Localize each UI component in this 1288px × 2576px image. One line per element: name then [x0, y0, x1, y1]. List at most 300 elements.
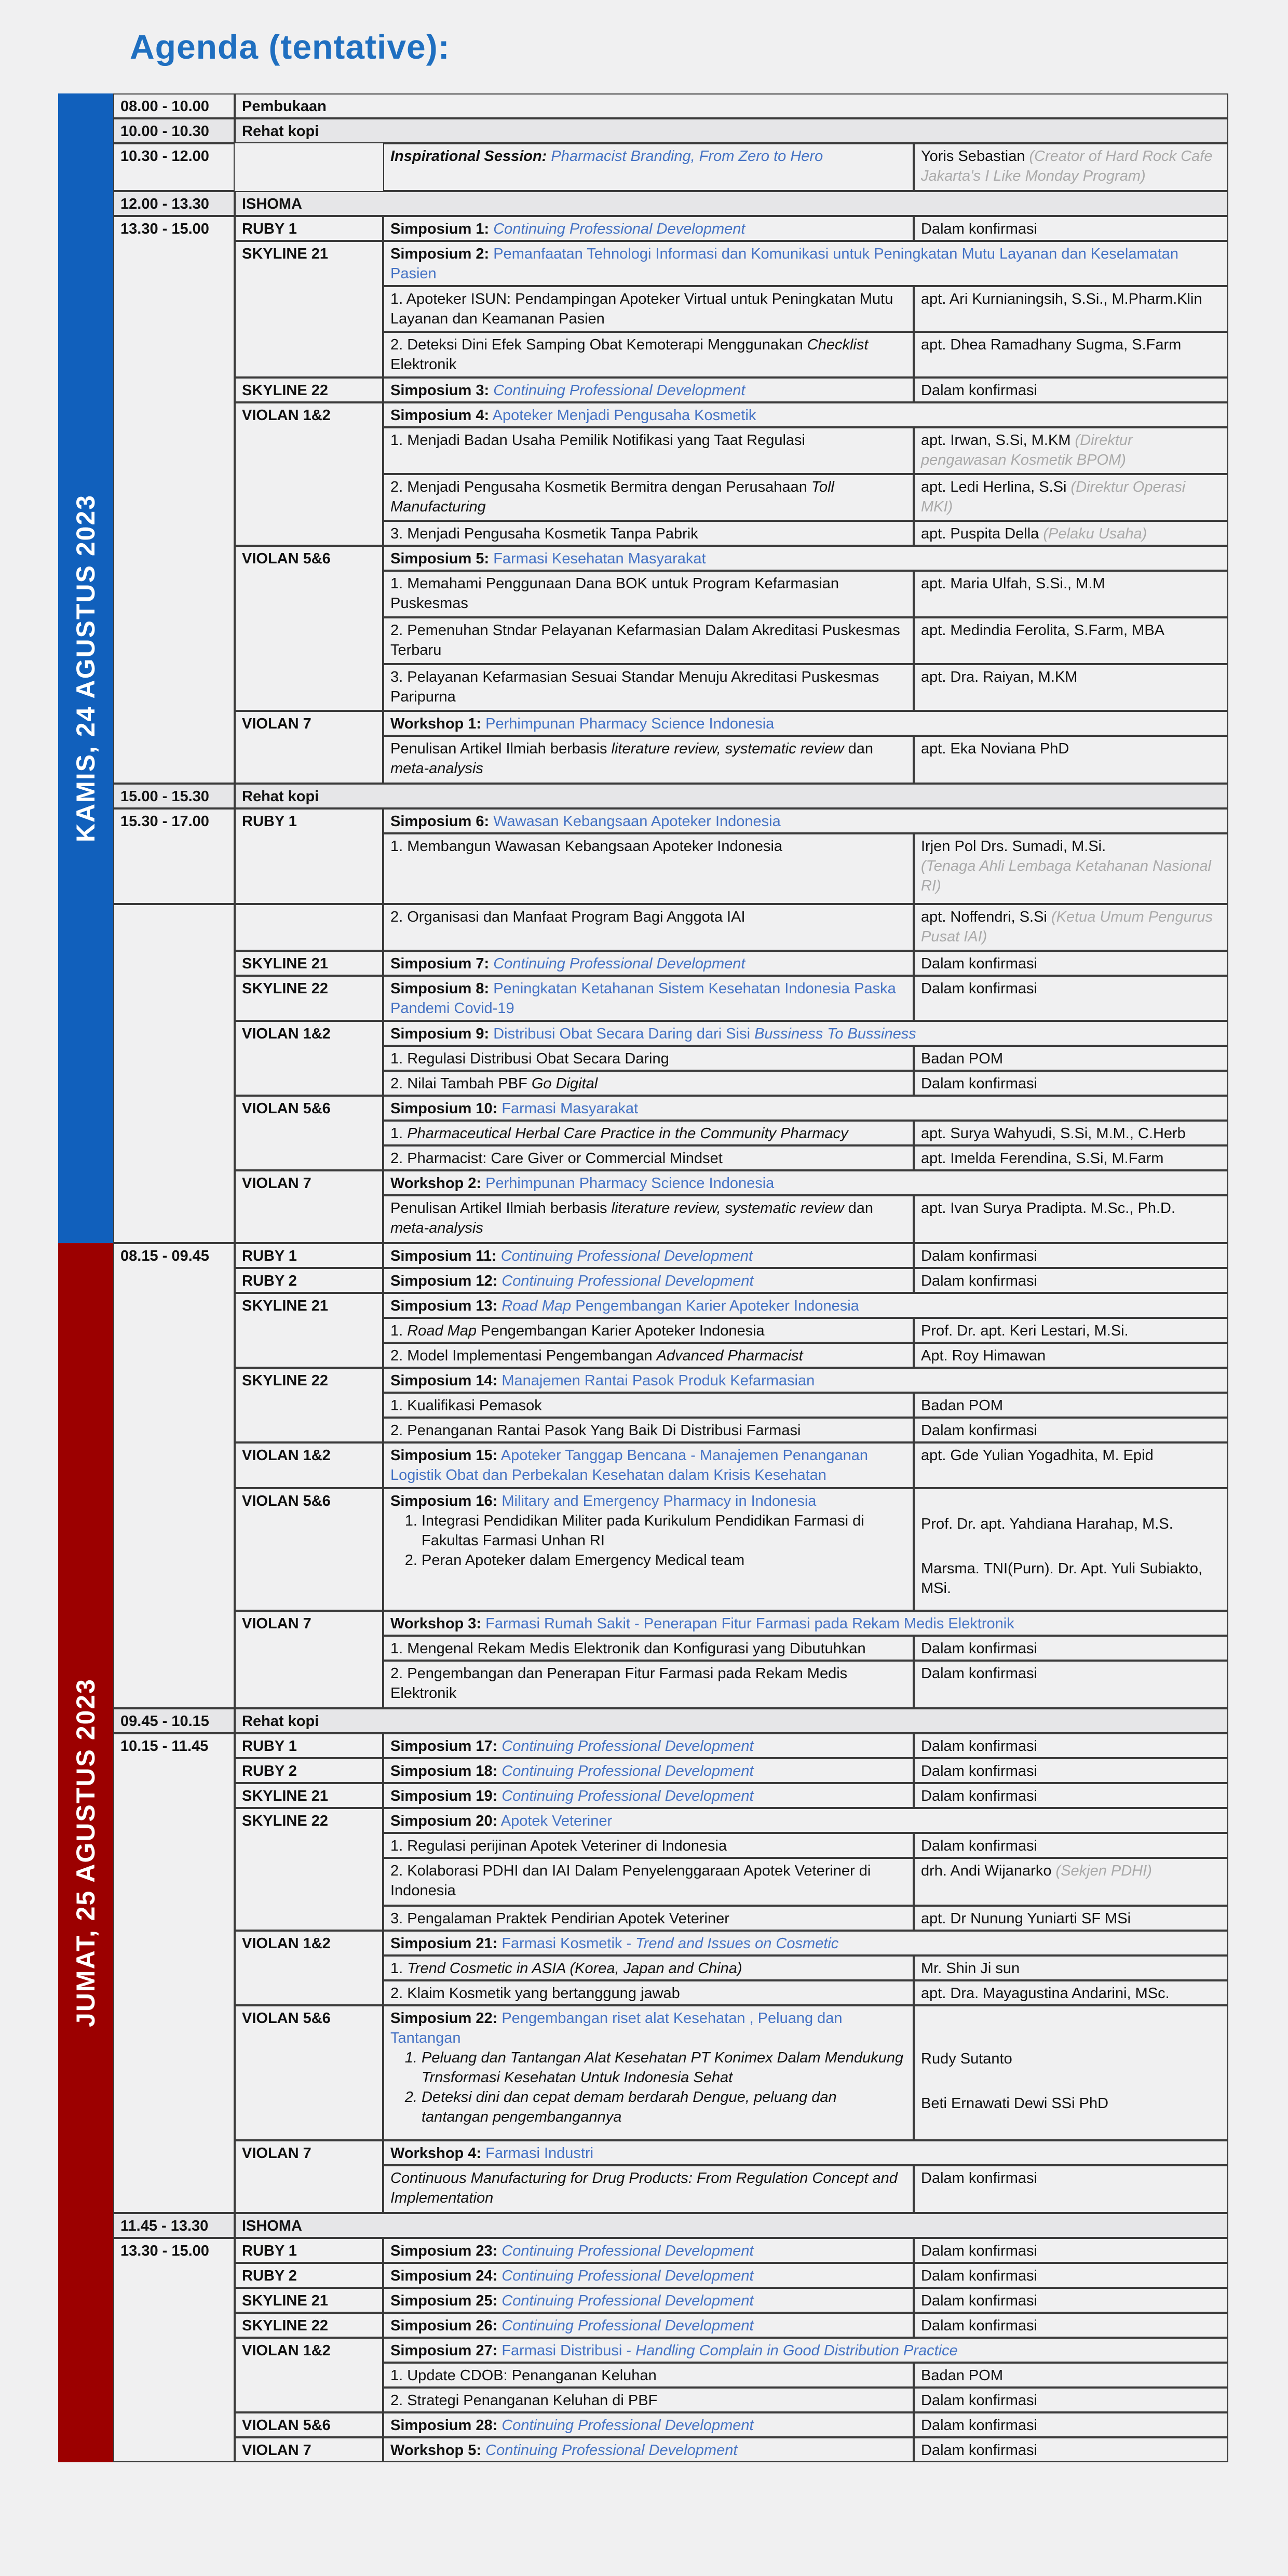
session-prefix: Simposium 20:: [390, 1813, 498, 1829]
time-slot: [113, 1708, 235, 1733]
speaker-note: (Creator of Hard Rock Cafe Jakarta's I Like Monday Program): [921, 148, 1213, 184]
session-title-cell: [383, 711, 1228, 736]
room-cell: [235, 2140, 383, 2213]
session-title-cell: [383, 2288, 914, 2313]
session-header-label: Rehat kopi: [242, 123, 319, 140]
session-title-cell: [383, 143, 914, 191]
speaker-cell: [914, 1661, 1228, 1708]
room-cell: [235, 2338, 383, 2412]
speaker-cell: [914, 833, 1228, 904]
session-title-cell: [383, 1733, 914, 1758]
speaker-cell: [914, 1268, 1228, 1293]
session-title-italic: Bussiness To Bussiness: [754, 1026, 916, 1042]
speaker-name: drh. Andi Wijanarko: [921, 1863, 1052, 1879]
room-label: RUBY 1: [242, 813, 297, 830]
session-header: [235, 118, 1228, 143]
session-item-cell: [383, 521, 914, 546]
session-header-label: Rehat kopi: [242, 1713, 319, 1730]
topic-text-italic: Go Digital: [531, 1075, 598, 1092]
session-item-cell: [383, 1071, 914, 1096]
speaker-cell: [914, 2313, 1228, 2338]
session-prefix: Simposium 27:: [390, 2342, 498, 2359]
topic-text: dan: [844, 1200, 874, 1217]
speaker-name: apt. Gde Yulian Yogadhita, M. Epid: [921, 1447, 1154, 1464]
speaker-cell: [914, 1145, 1228, 1170]
speaker-cell: [914, 216, 1228, 241]
room-cell: [235, 2288, 383, 2313]
session-title-cell: [383, 1268, 914, 1293]
session-item-cell: [383, 474, 914, 521]
speaker-note: (Ketua Umum Pengurus Pusat IAI): [921, 909, 1213, 945]
time-label: 15.30 - 17.00: [120, 813, 209, 830]
speaker-name: Dalam konfirmasi: [921, 1273, 1037, 1289]
speaker-name: Dalam konfirmasi: [921, 1738, 1037, 1755]
session-title: Continuing Professional Development: [501, 1788, 754, 1804]
speaker-cell: [914, 143, 1228, 191]
speaker-cell: [914, 1488, 1228, 1611]
speaker-name: apt. Eka Noviana PhD: [921, 740, 1069, 757]
topic-text: 2. Organisasi dan Manfaat Program Bagi Anggota IAI: [390, 909, 745, 925]
speaker-name: Dalam konfirmasi: [921, 2170, 1037, 2187]
session-item-cell: [383, 664, 914, 711]
room-label: VIOLAN 5&6: [242, 2010, 331, 2027]
topic-text: 1. Membangun Wawasan Kebangsaan Apoteker Indonesia: [390, 838, 783, 855]
session-item-cell: [383, 1393, 914, 1418]
session-item-cell: [383, 332, 914, 377]
speaker-name: Prof. Dr. apt. Keri Lestari, M.Si.: [921, 1323, 1129, 1339]
speaker-name: Dalam konfirmasi: [921, 2442, 1037, 2459]
session-prefix: Simposium 24:: [390, 2268, 498, 2284]
session-prefix: Simposium 16:: [390, 1493, 498, 1509]
session-item-cell: [383, 1343, 914, 1368]
session-title: Continuing Professional Development: [501, 1763, 754, 1779]
room-label: VIOLAN 5&6: [242, 1100, 331, 1117]
session-item-cell: [383, 1980, 914, 2005]
room-label: VIOLAN 7: [242, 2145, 311, 2162]
session-title: Manajemen Rantai Pasok Produk Kefarmasian: [501, 1372, 815, 1389]
topic-text-italic: Continuous Manufacturing for Drug Products: From Regulation Concept and Implementation: [390, 2170, 898, 2206]
room-cell: [235, 1758, 383, 1783]
session-title: Apotek Veteriner: [500, 1813, 613, 1829]
topic-list: [390, 2048, 906, 2127]
speaker-name: apt. Ari Kurnianingsih, S.Si., M.Pharm.Klin: [921, 291, 1202, 307]
session-title: Continuing Professional Development: [501, 2417, 754, 2434]
speaker-cell: [914, 2388, 1228, 2412]
session-header: [235, 2213, 1228, 2238]
session-title: Pengembangan Karier Apoteker Indonesia: [571, 1298, 859, 1314]
speaker-note: (Direktur pengawasan Kosmetik BPOM): [921, 432, 1133, 468]
session-prefix: Simposium 18:: [390, 1763, 498, 1779]
speaker-cell: [914, 2363, 1228, 2388]
speaker-name: apt. Irwan, S.Si, M.KM: [921, 432, 1071, 449]
session-prefix: Simposium 19:: [390, 1788, 498, 1804]
room-cell: [235, 1170, 383, 1243]
session-prefix: Simposium 3:: [390, 382, 490, 399]
room-label: VIOLAN 1&2: [242, 1026, 331, 1042]
room-label: SKYLINE 21: [242, 246, 328, 262]
room-label: VIOLAN 7: [242, 2442, 311, 2459]
session-title: Farmasi Rumah Sakit - Penerapan Fitur Farmasi pada Rekam Medis Elektronik: [485, 1615, 1014, 1632]
session-title: Pharmacist Branding, From Zero to Hero: [551, 148, 823, 165]
session-prefix: Workshop 5:: [390, 2442, 482, 2459]
session-header: [235, 1708, 1228, 1733]
speaker-cell: [914, 286, 1228, 332]
speaker-name: Badan POM: [921, 1050, 1003, 1067]
day-band: [58, 1243, 113, 2462]
topic-text-italic: meta-analysis: [390, 760, 483, 777]
speaker-name: Dalam konfirmasi: [921, 1640, 1037, 1657]
speaker-name: Yoris Sebastian: [921, 148, 1025, 165]
session-title: Continuing Professional Development: [501, 2243, 754, 2259]
session-prefix: Simposium 1:: [390, 221, 490, 237]
speaker-name: apt. Puspita Della: [921, 525, 1039, 542]
time-slot: [113, 808, 235, 904]
session-prefix: Workshop 2:: [390, 1175, 482, 1192]
session-item-cell: [383, 2388, 914, 2412]
room-label: VIOLAN 1&2: [242, 1935, 331, 1952]
session-header-label: ISHOMA: [242, 196, 302, 212]
time-slot: [113, 1243, 235, 1708]
speaker-cell: [914, 332, 1228, 377]
room-label: VIOLAN 7: [242, 1175, 311, 1192]
session-item-cell: [383, 1955, 914, 1980]
topic-text: 2. Nilai Tambah PBF: [390, 1075, 532, 1092]
topic-text: 2. Menjadi Pengusaha Kosmetik Bermitra dengan Perusahaan: [390, 479, 811, 495]
session-title-cell: [383, 1442, 914, 1488]
speaker-name: Dalam konfirmasi: [921, 2317, 1037, 2334]
speaker-name: Badan POM: [921, 1397, 1003, 1414]
session-prefix: Simposium 26:: [390, 2317, 498, 2334]
session-title-cell: [383, 1783, 914, 1808]
speaker-cell: [914, 2437, 1228, 2462]
session-title-cell: [383, 2263, 914, 2288]
room-label: SKYLINE 21: [242, 955, 328, 972]
session-item-cell: [383, 617, 914, 664]
room-cell: [235, 2005, 383, 2140]
room-label: VIOLAN 5&6: [242, 2417, 331, 2434]
session-item-cell: [383, 1195, 914, 1243]
speaker-name: Dalam konfirmasi: [921, 221, 1037, 237]
session-title-cell: [383, 2313, 914, 2338]
time-slot: [113, 118, 235, 143]
room-label: RUBY 1: [242, 221, 297, 237]
session-prefix: Workshop 3:: [390, 1615, 482, 1632]
topic-list-item: 2. Peran Apoteker dalam Emergency Medical team: [422, 1550, 906, 1570]
speaker-note: (Direktur Operasi MKI): [921, 479, 1186, 515]
topic-list: [390, 1511, 906, 1570]
session-title: Military and Emergency Pharmacy in Indonesia: [501, 1493, 817, 1509]
speaker-name: Badan POM: [921, 2367, 1003, 2384]
room-label: VIOLAN 1&2: [242, 1447, 331, 1464]
session-prefix: Simposium 23:: [390, 2243, 498, 2259]
speaker-name: Dalam konfirmasi: [921, 980, 1037, 997]
session-title: Pemanfaatan Tehnologi Informasi dan Komunikasi untuk Peningkatan Mutu Layanan dan Keselamatan Pasien: [390, 246, 1179, 282]
topic-list-item: 2. Deteksi dini dan cepat demam berdarah Dengue, peluang dan tantangan pengembangannya: [422, 2087, 906, 2127]
session-title: Wawasan Kebangsaan Apoteker Indonesia: [493, 813, 781, 830]
session-title-cell: [383, 1931, 1228, 1955]
room-label: RUBY 2: [242, 1763, 297, 1779]
speaker-name: Dalam konfirmasi: [921, 1788, 1037, 1804]
topic-text: 2. Deteksi Dini Efek Samping Obat Kemoterapi Menggunakan: [390, 336, 807, 353]
speaker-name: Marsma. TNI(Purn). Dr. Apt. Yuli Subiakto, MSi.: [921, 1560, 1203, 1597]
session-title: Continuing Professional Development: [485, 2442, 738, 2459]
session-title: Apoteker Menjadi Pengusaha Kosmetik: [492, 407, 756, 424]
session-item-cell: [383, 286, 914, 332]
session-title: Continuing Professional Development: [500, 1248, 753, 1264]
topic-text: 2. Strategi Penanganan Keluhan di PBF: [390, 2392, 658, 2409]
speaker-cell: [914, 1046, 1228, 1071]
time-label: 13.30 - 15.00: [120, 2243, 209, 2259]
session-title: Farmasi Industri: [485, 2145, 594, 2162]
speaker-name: Dalam konfirmasi: [921, 1665, 1037, 1682]
session-header: [235, 93, 1228, 118]
speaker-cell: [914, 951, 1228, 976]
topic-text-italic: Advanced Pharmacist: [656, 1347, 803, 1364]
topic-text: 3. Pengalaman Praktek Pendirian Apotek Veteriner: [390, 1910, 729, 1927]
speaker-cell: [914, 1906, 1228, 1931]
speaker-cell: [914, 1071, 1228, 1096]
speaker-cell: [914, 2263, 1228, 2288]
session-title: Farmasi Kesehatan Masyarakat: [493, 550, 706, 567]
room-label: RUBY 2: [242, 1273, 297, 1289]
speaker-name: Dalam konfirmasi: [921, 382, 1037, 399]
time-label: 12.00 - 13.30: [120, 196, 209, 212]
session-prefix: Simposium 12:: [390, 1273, 498, 1289]
room-cell: [235, 1442, 383, 1488]
room-label: RUBY 1: [242, 1248, 297, 1264]
topic-text-italic: meta-analysis: [390, 1220, 483, 1236]
speaker-note: (Sekjen PDHI): [1055, 1863, 1152, 1879]
room-label: SKYLINE 21: [242, 1298, 328, 1314]
topic-text: 1. Regulasi perijinan Apotek Veteriner di Indonesia: [390, 1838, 727, 1854]
session-item-cell: [383, 904, 914, 951]
session-title: Perhimpunan Pharmacy Science Indonesia: [485, 716, 775, 732]
topic-text: 1. Mengenal Rekam Medis Elektronik dan Konfigurasi yang Dibutuhkan: [390, 1640, 866, 1657]
room-label: SKYLINE 22: [242, 1813, 328, 1829]
room-cell: [235, 1293, 383, 1368]
session-prefix: Simposium 14:: [390, 1372, 498, 1389]
topic-text: Pengembangan Karier Apoteker Indonesia: [477, 1323, 765, 1339]
topic-text: 2. Pemenuhan Stndar Pelayanan Kefarmasian Dalam Akreditasi Puskesmas Terbaru: [390, 622, 900, 658]
time-label: 10.00 - 10.30: [120, 123, 209, 140]
session-title: Peningkatan Ketahanan Sistem Kesehatan Indonesia Paska Pandemi Covid-19: [390, 980, 896, 1017]
topic-text: 1. Apoteker ISUN: Pendampingan Apoteker Virtual untuk Peningkatan Mutu Layanan dan Keamanan Pasien: [390, 291, 893, 327]
session-prefix: Simposium 28:: [390, 2417, 498, 2434]
topic-text: 1. Regulasi Distribusi Obat Secara Daring: [390, 1050, 669, 1067]
time-slot: [113, 904, 235, 1243]
speaker-name: apt. Maria Ulfah, S.Si., M.M: [921, 575, 1105, 592]
time-label: 09.45 - 10.15: [120, 1713, 209, 1730]
session-title-cell: [383, 2238, 914, 2263]
room-label: VIOLAN 1&2: [242, 2342, 331, 2359]
room-label: SKYLINE 22: [242, 2317, 328, 2334]
session-prefix: Simposium 21:: [390, 1935, 498, 1952]
session-title-cell: [383, 1243, 914, 1268]
topic-text: Penulisan Artikel Ilmiah berbasis: [390, 1200, 612, 1217]
session-title: Perhimpunan Pharmacy Science Indonesia: [485, 1175, 775, 1192]
time-slot: [113, 93, 235, 118]
speaker-cell: [914, 474, 1228, 521]
topic-text: 2. Model Implementasi Pengembangan: [390, 1347, 657, 1364]
room-cell: [235, 2412, 383, 2437]
session-prefix: Workshop 4:: [390, 2145, 482, 2162]
session-title-cell: [383, 2140, 1228, 2165]
session-item-cell: [383, 1145, 914, 1170]
session-prefix: Simposium 11:: [390, 1248, 497, 1264]
room-cell: [235, 1783, 383, 1808]
day-label: JUMAT, 25 AGUSTUS 2023: [71, 1678, 100, 2027]
room-cell: [235, 1368, 383, 1442]
room-label: RUBY 2: [242, 2268, 297, 2284]
topic-text: 1. Memahami Penggunaan Dana BOK untuk Program Kefarmasian Puskesmas: [390, 575, 839, 612]
speaker-cell: [914, 2005, 1228, 2140]
session-title: Apoteker Tanggap Bencana - Manajemen Penanganan Logistik Obat dan Perbekalan Kesehatan dalam Krisis Kesehatan: [390, 1447, 869, 1483]
speaker-cell: [914, 1783, 1228, 1808]
speaker-cell: [914, 1733, 1228, 1758]
session-title: Distribusi Obat Secara Daring dari Sisi: [493, 1026, 755, 1042]
topic-list-item: 1. Peluang dan Tantangan Alat Kesehatan PT Konimex Dalam Mendukung Trnsformasi Kesehatan Untuk Indonesia Sehat: [422, 2048, 906, 2087]
speaker-cell: [914, 1418, 1228, 1442]
speaker-cell: [914, 1121, 1228, 1145]
speaker-name: Beti Ernawati Dewi SSi PhD: [921, 2095, 1109, 2112]
session-title: Farmasi Kosmetik -: [501, 1935, 636, 1952]
speaker-name: Dalam konfirmasi: [921, 1763, 1037, 1779]
session-prefix: Workshop 1:: [390, 716, 482, 732]
room-label: SKYLINE 22: [242, 1372, 328, 1389]
speaker-note: (Pelaku Usaha): [1043, 525, 1147, 542]
session-item-cell: [383, 1121, 914, 1145]
session-title-cell: [383, 951, 914, 976]
session-title: Continuing Professional Development: [501, 1273, 754, 1289]
room-cell: [235, 2313, 383, 2338]
time-label: 11.45 - 13.30: [120, 2218, 209, 2234]
session-title: Farmasi Masyarakat: [501, 1100, 639, 1117]
speaker-name: Prof. Dr. apt. Yahdiana Harahap, M.S.: [921, 1516, 1173, 1532]
speaker-name: Rudy Sutanto: [921, 2051, 1012, 2067]
speaker-name: apt. Medindia Ferolita, S.Farm, MBA: [921, 622, 1164, 639]
time-label: 10.30 - 12.00: [120, 148, 209, 165]
speaker-name: apt. Noffendri, S.Si: [921, 909, 1047, 925]
session-prefix: Simposium 4:: [390, 407, 490, 424]
time-label: 10.15 - 11.45: [120, 1738, 209, 1755]
speaker-cell: [914, 1758, 1228, 1783]
topic-text-italic: Checklist: [807, 336, 869, 353]
speaker-cell: [914, 1318, 1228, 1343]
speaker-name: apt. Dra. Mayagustina Andarini, MSc.: [921, 1985, 1170, 2002]
session-prefix: Simposium 2:: [390, 246, 490, 262]
session-title-cell: [383, 2005, 914, 2140]
time-slot: [113, 2238, 235, 2462]
topic-text-italic: Road Map: [407, 1323, 477, 1339]
session-item-cell: [383, 1833, 914, 1858]
room-cell: [235, 1733, 383, 1758]
session-prefix: Simposium 9:: [390, 1026, 490, 1042]
session-title-cell: [383, 402, 1228, 427]
room-cell: [235, 711, 383, 784]
session-title-cell: [383, 2338, 1228, 2363]
session-item-cell: [383, 833, 914, 904]
speaker-cell: [914, 521, 1228, 546]
room-cell: [235, 1611, 383, 1708]
session-item-cell: [383, 1318, 914, 1343]
session-prefix: Simposium 10:: [390, 1100, 498, 1117]
time-slot: [113, 216, 235, 784]
session-title-cell: [383, 377, 914, 402]
session-header: [235, 191, 1228, 216]
session-prefix: Simposium 25:: [390, 2292, 498, 2309]
session-prefix: Simposium 22:: [390, 2010, 498, 2027]
session-item-cell: [383, 571, 914, 617]
time-slot: [113, 143, 235, 191]
topic-text-italic: literature review, systematic review: [611, 740, 844, 757]
session-item-cell: [383, 1858, 914, 1906]
speaker-name: Dalam konfirmasi: [921, 2243, 1037, 2259]
topic-text: dan: [844, 740, 874, 757]
session-title-cell: [383, 1611, 1228, 1636]
room-cell: [235, 808, 383, 904]
session-prefix: Simposium 15:: [390, 1447, 498, 1464]
speaker-name: apt. Imelda Ferendina, S.Si, M.Farm: [921, 1150, 1164, 1167]
session-prefix: Inspirational Session:: [390, 148, 547, 165]
speaker-name: apt. Dr Nunung Yuniarti SF MSi: [921, 1910, 1131, 1927]
room-cell: [235, 1096, 383, 1170]
day-label: KAMIS, 24 AGUSTUS 2023: [71, 494, 100, 843]
session-title-cell: [383, 2437, 914, 2462]
topic-list-item: 1. Integrasi Pendidikan Militer pada Kurikulum Pendidikan Farmasi di Fakultas Farmasi Unhan RI: [422, 1511, 906, 1550]
room-label: VIOLAN 7: [242, 1615, 311, 1632]
speaker-cell: [914, 1636, 1228, 1661]
speaker-cell: [914, 1343, 1228, 1368]
session-title-cell: [383, 1293, 1228, 1318]
speaker-name: Dalam konfirmasi: [921, 2268, 1037, 2284]
speaker-cell: [914, 1442, 1228, 1488]
topic-text-italic: Trend Cosmetic in ASIA (Korea, Japan and China): [407, 1960, 742, 1977]
room-cell: [235, 951, 383, 976]
speaker-name: apt. Surya Wahyudi, S.Si, M.M., C.Herb: [921, 1125, 1186, 1142]
speaker-name: apt. Ivan Surya Pradipta. M.Sc., Ph.D.: [921, 1200, 1175, 1217]
topic-text: Elektronik: [390, 356, 457, 373]
session-title: Continuing Professional Development: [501, 2292, 754, 2309]
time-label: 08.15 - 09.45: [120, 1248, 209, 1264]
topic-text: 1.: [390, 1323, 408, 1339]
session-title-cell: [383, 546, 1228, 571]
speaker-cell: [914, 1980, 1228, 2005]
session-title: Continuing Professional Development: [493, 221, 745, 237]
session-title-cell: [383, 1021, 1228, 1046]
room-cell: [235, 2263, 383, 2288]
speaker-cell: [914, 2165, 1228, 2213]
topic-text-italic: Pharmaceutical Herbal Care Practice in the Community Pharmacy: [407, 1125, 848, 1142]
session-title-cell: [383, 808, 1228, 833]
room-label: SKYLINE 21: [242, 2292, 328, 2309]
room-cell: [235, 241, 383, 377]
room-label: VIOLAN 7: [242, 716, 311, 732]
session-prefix: Simposium 8:: [390, 980, 490, 997]
speaker-name: Dalam konfirmasi: [921, 1075, 1037, 1092]
speaker-cell: [914, 427, 1228, 474]
room-label: SKYLINE 22: [242, 382, 328, 399]
topic-text: 2. Pharmacist: Care Giver or Commercial Mindset: [390, 1150, 723, 1167]
time-slot: [113, 2213, 235, 2238]
speaker-name: Dalam konfirmasi: [921, 1248, 1037, 1264]
topic-text: 1. Kualifikasi Pemasok: [390, 1397, 542, 1414]
room-label: VIOLAN 5&6: [242, 1493, 331, 1509]
room-cell: [235, 904, 383, 951]
speaker-name: Irjen Pol Drs. Sumadi, M.Si.: [921, 838, 1106, 855]
topic-text: 2. Kolaborasi PDHI dan IAI Dalam Penyelenggaraan Apotek Veteriner di Indonesia: [390, 1863, 871, 1899]
topic-text: 2. Pengembangan dan Penerapan Fitur Farmasi pada Rekam Medis Elektronik: [390, 1665, 848, 1702]
session-title: Continuing Professional Development: [493, 955, 745, 972]
